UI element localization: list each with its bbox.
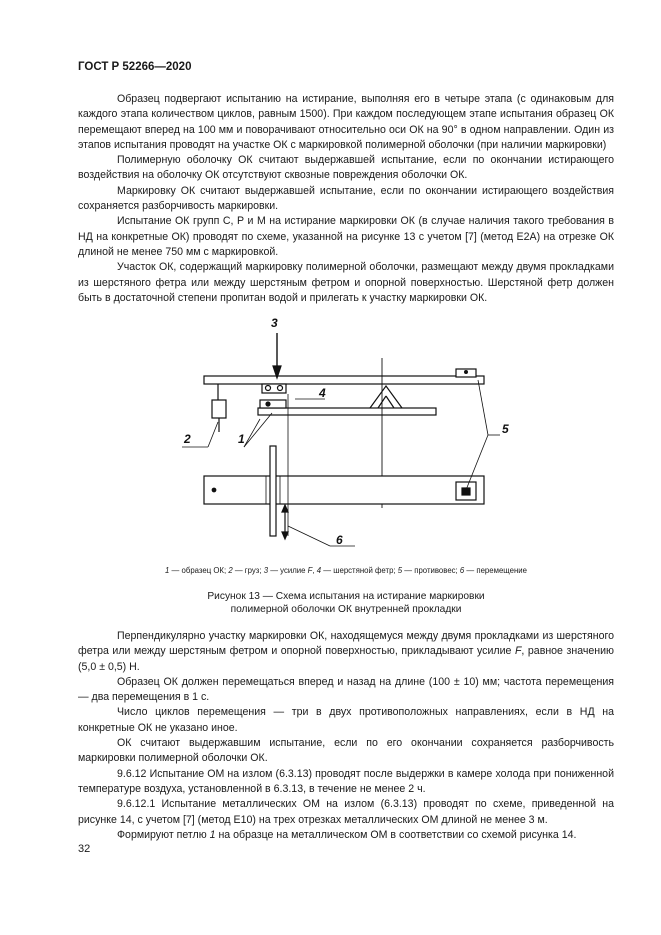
caption-line: Рисунок 13 — Схема испытания на истирание маркировки [207, 591, 485, 602]
paragraph: 9.6.12.1 Испытание металлических ОМ на излом (6.3.13) проводят по схеме, приведенной на рисунке 14, с учетом [7] (метод Е10) на трех отрезках металлических ОМ длиной не менее 3 м. [78, 798, 614, 826]
paragraph: Перпендикулярно участку маркировки ОК, находящемуся между двумя прокладками из шерстяного фетра или между шерстяным фетром и опорной поверхностью, прикладывают усилие F, равное значению (5,0 ± 0,5) Н. [78, 630, 614, 673]
label-1: 1 [238, 432, 245, 446]
caption-line: полимерной оболочки ОК внутренней прокладки [230, 604, 462, 615]
upper-beam [204, 376, 484, 384]
sample-cable [270, 446, 276, 536]
label-2: 2 [184, 432, 191, 446]
paragraph: ОК считают выдержавшим испытание, если по его окончании сохраняется разборчивость маркировки полимерной оболочки ОК. [78, 737, 614, 765]
figure-legend: 1 — образец ОК; 2 — груз; 3 — усилие F, 4 — шерстяной фетр; 5 — противовес; 6 — перемещение [165, 566, 527, 575]
paragraph: 9.6.12 Испытание ОМ на излом (6.3.13) проводят после выдержки в камере холода при пониженной температуре воздуха, установленной в 6.3.13, в течение не менее 2 ч. [78, 767, 614, 795]
felt-pad-lower [260, 400, 286, 408]
paragraph: Образец ОК должен перемещаться вперед и назад на длине (100 ± 10) мм; частота перемещения — два перемещения в 1 с. [78, 675, 614, 704]
figure-13-diagram [140, 308, 560, 568]
text-block-top [78, 92, 614, 306]
abrasion-test-scheme [140, 308, 560, 568]
label-5: 5 [502, 422, 509, 436]
label-4: 4 [319, 386, 326, 400]
document-header: ГОСТ Р 52266—2020 [78, 61, 192, 73]
paragraph: Полимерную оболочку ОК считают выдержавшей испытание, если по окончании истирающего воздействия на оболочку ОК отсутствуют сквозные повреждения оболочки ОК. [78, 154, 614, 182]
paragraph: Формируют петлю 1 на образце на металлическом ОМ в соответствии со схемой рисунка 14. [117, 828, 577, 841]
paragraph: Маркировку ОК считают выдержавшей испытание, если по окончании истирающего воздействия сохраняется разборчивость маркировки. [78, 184, 614, 213]
figure-caption [78, 590, 614, 616]
page-number: 32 [78, 843, 91, 855]
paragraph: Участок ОК, содержащий маркировку полимерной оболочки, размещают между двумя прокладками из шерстяного фетра или между шерстяным фетром и опорной поверхностью. Шерстяной фетр должен быть в достаточной степени пропитан водой и прилегать к участку маркировки ОК. [78, 261, 614, 304]
paragraph: Испытание ОК групп С, Р и М на истирание маркировки ОК (в случае наличия такого требования в НД на конкретные ОК) проводят по схеме, указанной на рисунке 13 с учетом [7] (метод Е2А) на отрезке ОК длиной не менее 750 мм с маркировкой. [78, 215, 614, 258]
text-block-bottom [78, 629, 614, 843]
lower-beam [258, 408, 436, 415]
base-plate [204, 476, 484, 504]
label-6: 6 [336, 533, 343, 547]
paragraph: Число циклов перемещения — три в двух противоположных направлениях, если в НД на конкретные ОК не указано иное. [78, 706, 614, 734]
label-3: 3 [271, 316, 278, 330]
paragraph: Образец подвергают испытанию на истирание, выполняя его в четыре этапа (с одинаковым для каждого этапа количеством циклов, равным 1500). При каждом последующем этапе испытания образец ОК перемещают вперед на 100 мм и поворачивают относительно оси ОК на 90° в одном направлении. Один из этапов испытания проводят на участке ОК с маркировкой полимерной оболочки (при наличии маркировки) [78, 93, 614, 151]
weight [212, 400, 226, 418]
